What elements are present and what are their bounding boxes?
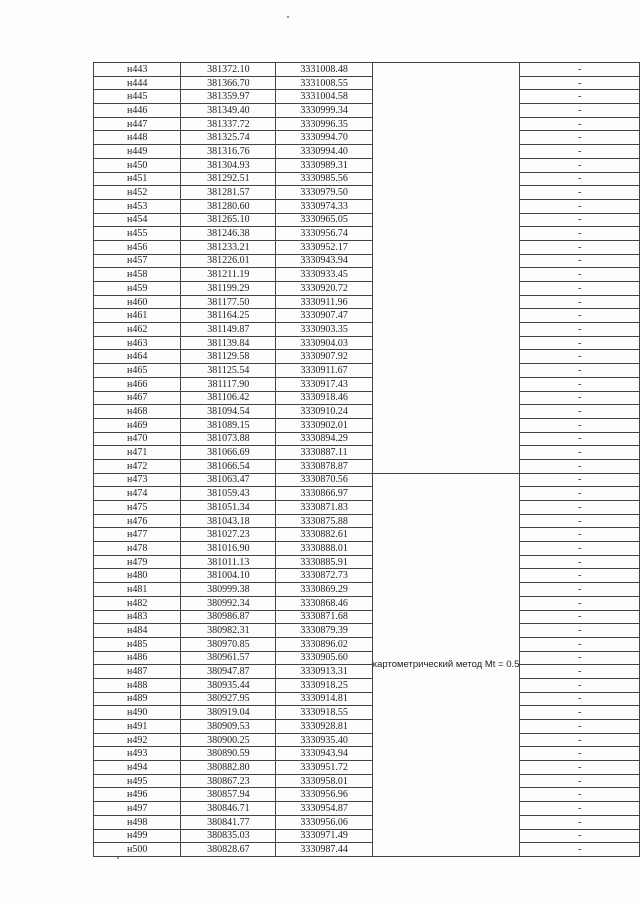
y-coordinate-cell: 3330888.01 [276, 542, 372, 556]
dash-cell: - [520, 774, 640, 788]
x-coordinate-cell: 381027.23 [181, 528, 276, 542]
table-row [94, 336, 640, 350]
dash-cell: - [520, 747, 640, 761]
y-coordinate-cell: 3330958.01 [276, 774, 372, 788]
x-coordinate-cell: 381059.43 [181, 487, 276, 501]
y-coordinate-cell: 3330928.81 [276, 720, 372, 734]
point-name-cell: н458 [94, 268, 181, 282]
x-coordinate-cell: 380835.03 [181, 829, 276, 843]
table-row [94, 282, 640, 296]
dash-cell: - [520, 843, 640, 857]
y-coordinate-cell: 3330979.50 [276, 186, 372, 200]
dash-cell: - [520, 829, 640, 843]
point-name-cell: н472 [94, 459, 181, 473]
x-coordinate-cell: 381139.84 [181, 336, 276, 350]
y-coordinate-cell: 3331008.55 [276, 76, 372, 90]
x-coordinate-cell: 381233.21 [181, 240, 276, 254]
point-name-cell: н466 [94, 377, 181, 391]
point-name-cell: н457 [94, 254, 181, 268]
x-coordinate-cell: 381211.19 [181, 268, 276, 282]
dash-cell: - [520, 213, 640, 227]
dash-cell: - [520, 651, 640, 665]
point-name-cell: н471 [94, 446, 181, 460]
x-coordinate-cell: 381073.88 [181, 432, 276, 446]
x-coordinate-cell: 380900.25 [181, 733, 276, 747]
table-row [94, 815, 640, 829]
dash-cell: - [520, 391, 640, 405]
dash-cell: - [520, 282, 640, 296]
point-name-cell: н493 [94, 747, 181, 761]
y-coordinate-cell: 3330996.35 [276, 117, 372, 131]
point-name-cell: н480 [94, 569, 181, 583]
table-row [94, 747, 640, 761]
table-row [94, 145, 640, 159]
x-coordinate-cell: 381125.54 [181, 364, 276, 378]
dash-cell: - [520, 104, 640, 118]
dash-cell: - [520, 583, 640, 597]
dash-cell: - [520, 501, 640, 515]
point-name-cell: н483 [94, 610, 181, 624]
point-name-cell: н447 [94, 117, 181, 131]
x-coordinate-cell: 381372.10 [181, 63, 276, 77]
y-coordinate-cell: 3330951.72 [276, 761, 372, 775]
point-name-cell: н494 [94, 761, 181, 775]
y-coordinate-cell: 3330902.01 [276, 418, 372, 432]
dash-cell: - [520, 555, 640, 569]
point-name-cell: н491 [94, 720, 181, 734]
table-row [94, 254, 640, 268]
point-name-cell: н460 [94, 295, 181, 309]
table-row [94, 446, 640, 460]
point-name-cell: н479 [94, 555, 181, 569]
y-coordinate-cell: 3330911.67 [276, 364, 372, 378]
point-name-cell: н451 [94, 172, 181, 186]
dash-cell: - [520, 90, 640, 104]
point-name-cell: н453 [94, 199, 181, 213]
x-coordinate-cell: 381177.50 [181, 295, 276, 309]
point-name-cell: н459 [94, 282, 181, 296]
table-row [94, 596, 640, 610]
y-coordinate-cell: 3330954.87 [276, 802, 372, 816]
dash-cell: - [520, 733, 640, 747]
point-name-cell: н498 [94, 815, 181, 829]
point-name-cell: н449 [94, 145, 181, 159]
dash-cell: - [520, 254, 640, 268]
y-coordinate-cell: 3330920.72 [276, 282, 372, 296]
table-row [94, 213, 640, 227]
y-coordinate-cell: 3330896.02 [276, 637, 372, 651]
point-name-cell: н464 [94, 350, 181, 364]
table-row [94, 240, 640, 254]
table-row [94, 569, 640, 583]
y-coordinate-cell: 3330952.17 [276, 240, 372, 254]
point-name-cell: н462 [94, 323, 181, 337]
x-coordinate-cell: 381281.57 [181, 186, 276, 200]
table-row [94, 555, 640, 569]
table-row [94, 665, 640, 679]
x-coordinate-cell: 381199.29 [181, 282, 276, 296]
y-coordinate-cell: 3330911.96 [276, 295, 372, 309]
scan-speck [287, 16, 289, 18]
table-row [94, 501, 640, 515]
dash-cell: - [520, 227, 640, 241]
y-coordinate-cell: 3330878.87 [276, 459, 372, 473]
table-row [94, 706, 640, 720]
dash-cell: - [520, 309, 640, 323]
y-coordinate-cell: 3330956.96 [276, 788, 372, 802]
x-coordinate-cell: 381359.97 [181, 90, 276, 104]
x-coordinate-cell: 380970.85 [181, 637, 276, 651]
table-row [94, 843, 640, 857]
table-row [94, 350, 640, 364]
point-name-cell: н452 [94, 186, 181, 200]
x-coordinate-cell: 380999.38 [181, 583, 276, 597]
x-coordinate-cell: 381265.10 [181, 213, 276, 227]
table-row [94, 692, 640, 706]
x-coordinate-cell: 381226.01 [181, 254, 276, 268]
dash-cell: - [520, 158, 640, 172]
x-coordinate-cell: 381063.47 [181, 473, 276, 487]
point-name-cell: н473 [94, 473, 181, 487]
x-coordinate-cell: 380882.80 [181, 761, 276, 775]
point-name-cell: н476 [94, 514, 181, 528]
y-coordinate-cell: 3330985.56 [276, 172, 372, 186]
x-coordinate-cell: 381129.58 [181, 350, 276, 364]
y-coordinate-cell: 3330885.91 [276, 555, 372, 569]
point-name-cell: н468 [94, 405, 181, 419]
y-coordinate-cell: 3330869.29 [276, 583, 372, 597]
point-name-cell: н500 [94, 843, 181, 857]
dash-cell: - [520, 186, 640, 200]
table-row [94, 117, 640, 131]
table-row [94, 295, 640, 309]
x-coordinate-cell: 380857.94 [181, 788, 276, 802]
y-coordinate-cell: 3330870.56 [276, 473, 372, 487]
x-coordinate-cell: 381117.90 [181, 377, 276, 391]
point-name-cell: н469 [94, 418, 181, 432]
x-coordinate-cell: 381325.74 [181, 131, 276, 145]
y-coordinate-cell: 3330907.92 [276, 350, 372, 364]
table-row [94, 104, 640, 118]
table-row [94, 158, 640, 172]
x-coordinate-cell: 381149.87 [181, 323, 276, 337]
table-row [94, 227, 640, 241]
y-coordinate-cell: 3330918.46 [276, 391, 372, 405]
x-coordinate-cell: 381280.60 [181, 199, 276, 213]
y-coordinate-cell: 3330918.55 [276, 706, 372, 720]
x-coordinate-cell: 380867.23 [181, 774, 276, 788]
x-coordinate-cell: 381043.18 [181, 514, 276, 528]
point-name-cell: н482 [94, 596, 181, 610]
x-coordinate-cell: 381366.70 [181, 76, 276, 90]
table-row [94, 323, 640, 337]
y-coordinate-cell: 3330974.33 [276, 199, 372, 213]
dash-cell: - [520, 268, 640, 282]
x-coordinate-cell: 380935.44 [181, 678, 276, 692]
point-name-cell: н486 [94, 651, 181, 665]
point-name-cell: н497 [94, 802, 181, 816]
dash-cell: - [520, 131, 640, 145]
table-row [94, 391, 640, 405]
x-coordinate-cell: 381089.15 [181, 418, 276, 432]
dash-cell: - [520, 446, 640, 460]
table-row [94, 637, 640, 651]
x-coordinate-cell: 380919.04 [181, 706, 276, 720]
x-coordinate-cell: 381304.93 [181, 158, 276, 172]
x-coordinate-cell: 380927.95 [181, 692, 276, 706]
x-coordinate-cell: 381051.34 [181, 501, 276, 515]
y-coordinate-cell: 3330871.83 [276, 501, 372, 515]
point-name-cell: н489 [94, 692, 181, 706]
dash-cell: - [520, 364, 640, 378]
x-coordinate-cell: 380992.34 [181, 596, 276, 610]
table-row [94, 131, 640, 145]
dash-cell: - [520, 610, 640, 624]
dash-cell: - [520, 624, 640, 638]
point-name-cell: н475 [94, 501, 181, 515]
dash-cell: - [520, 459, 640, 473]
x-coordinate-cell: 381016.90 [181, 542, 276, 556]
x-coordinate-cell: 381066.54 [181, 459, 276, 473]
scan-speck [117, 857, 119, 859]
dash-cell: - [520, 569, 640, 583]
point-name-cell: н487 [94, 665, 181, 679]
point-name-cell: н478 [94, 542, 181, 556]
y-coordinate-cell: 3330905.60 [276, 651, 372, 665]
dash-cell: - [520, 63, 640, 77]
dash-cell: - [520, 761, 640, 775]
x-coordinate-cell: 380890.59 [181, 747, 276, 761]
method-cell-empty [372, 63, 520, 474]
point-name-cell: н496 [94, 788, 181, 802]
dash-cell: - [520, 323, 640, 337]
point-name-cell: н454 [94, 213, 181, 227]
table-row [94, 774, 640, 788]
dash-cell: - [520, 788, 640, 802]
point-name-cell: н445 [94, 90, 181, 104]
y-coordinate-cell: 3330871.68 [276, 610, 372, 624]
x-coordinate-cell: 381349.40 [181, 104, 276, 118]
y-coordinate-cell: 3330956.74 [276, 227, 372, 241]
y-coordinate-cell: 3330918.25 [276, 678, 372, 692]
table-row [94, 583, 640, 597]
table-row [94, 459, 640, 473]
dash-cell: - [520, 350, 640, 364]
table-row [94, 487, 640, 501]
dash-cell: - [520, 405, 640, 419]
point-name-cell: н470 [94, 432, 181, 446]
x-coordinate-cell: 380961.57 [181, 651, 276, 665]
x-coordinate-cell: 381066.69 [181, 446, 276, 460]
table-row [94, 624, 640, 638]
point-name-cell: н474 [94, 487, 181, 501]
table-row [94, 651, 640, 665]
dash-cell: - [520, 199, 640, 213]
x-coordinate-cell: 381316.76 [181, 145, 276, 159]
point-name-cell: н448 [94, 131, 181, 145]
table-row [94, 186, 640, 200]
table-row [94, 418, 640, 432]
table-row [94, 473, 640, 487]
x-coordinate-cell: 381292.51 [181, 172, 276, 186]
dash-cell: - [520, 377, 640, 391]
table-row [94, 199, 640, 213]
y-coordinate-cell: 3330913.31 [276, 665, 372, 679]
dash-cell: - [520, 692, 640, 706]
y-coordinate-cell: 3330894.29 [276, 432, 372, 446]
dash-cell: - [520, 473, 640, 487]
table-row [94, 610, 640, 624]
y-coordinate-cell: 3330914.81 [276, 692, 372, 706]
dash-cell: - [520, 678, 640, 692]
table-row [94, 733, 640, 747]
point-name-cell: н485 [94, 637, 181, 651]
y-coordinate-cell: 3330917.43 [276, 377, 372, 391]
y-coordinate-cell: 3330887.11 [276, 446, 372, 460]
dash-cell: - [520, 172, 640, 186]
table-row [94, 377, 640, 391]
x-coordinate-cell: 380846.71 [181, 802, 276, 816]
point-name-cell: н477 [94, 528, 181, 542]
table-row [94, 802, 640, 816]
dash-cell: - [520, 815, 640, 829]
y-coordinate-cell: 3330999.34 [276, 104, 372, 118]
dash-cell: - [520, 542, 640, 556]
x-coordinate-cell: 381246.38 [181, 227, 276, 241]
x-coordinate-cell: 380828.67 [181, 843, 276, 857]
table-row [94, 720, 640, 734]
point-name-cell: н450 [94, 158, 181, 172]
y-coordinate-cell: 3330987.44 [276, 843, 372, 857]
y-coordinate-cell: 3330994.40 [276, 145, 372, 159]
point-name-cell: н484 [94, 624, 181, 638]
method-cell: картометрический метод Mt = 0.5 [372, 473, 520, 856]
y-coordinate-cell: 3330943.94 [276, 254, 372, 268]
dash-cell: - [520, 487, 640, 501]
point-name-cell: н456 [94, 240, 181, 254]
dash-cell: - [520, 596, 640, 610]
y-coordinate-cell: 3330903.35 [276, 323, 372, 337]
table-row [94, 76, 640, 90]
x-coordinate-cell: 380982.31 [181, 624, 276, 638]
y-coordinate-cell: 3330866.97 [276, 487, 372, 501]
point-name-cell: н492 [94, 733, 181, 747]
point-name-cell: н463 [94, 336, 181, 350]
y-coordinate-cell: 3331004.58 [276, 90, 372, 104]
y-coordinate-cell: 3330935.40 [276, 733, 372, 747]
y-coordinate-cell: 3330872.73 [276, 569, 372, 583]
x-coordinate-cell: 381106.42 [181, 391, 276, 405]
dash-cell: - [520, 637, 640, 651]
table-row [94, 172, 640, 186]
coordinates-table [93, 62, 640, 857]
y-coordinate-cell: 3330879.39 [276, 624, 372, 638]
x-coordinate-cell: 380909.53 [181, 720, 276, 734]
point-name-cell: н455 [94, 227, 181, 241]
table-row [94, 761, 640, 775]
x-coordinate-cell: 381094.54 [181, 405, 276, 419]
y-coordinate-cell: 3330907.47 [276, 309, 372, 323]
dash-cell: - [520, 418, 640, 432]
y-coordinate-cell: 3330956.06 [276, 815, 372, 829]
table-row [94, 678, 640, 692]
table-row [94, 788, 640, 802]
dash-cell: - [520, 665, 640, 679]
table-row [94, 309, 640, 323]
y-coordinate-cell: 3330971.49 [276, 829, 372, 843]
table-row [94, 542, 640, 556]
dash-cell: - [520, 432, 640, 446]
x-coordinate-cell: 380841.77 [181, 815, 276, 829]
y-coordinate-cell: 3330882.61 [276, 528, 372, 542]
point-name-cell: н444 [94, 76, 181, 90]
y-coordinate-cell: 3330943.94 [276, 747, 372, 761]
dash-cell: - [520, 802, 640, 816]
point-name-cell: н499 [94, 829, 181, 843]
y-coordinate-cell: 3330868.46 [276, 596, 372, 610]
table-row [94, 405, 640, 419]
dash-cell: - [520, 145, 640, 159]
point-name-cell: н465 [94, 364, 181, 378]
y-coordinate-cell: 3330904.03 [276, 336, 372, 350]
point-name-cell: н490 [94, 706, 181, 720]
table-row [94, 63, 640, 77]
point-name-cell: н446 [94, 104, 181, 118]
point-name-cell: н495 [94, 774, 181, 788]
table-row [94, 90, 640, 104]
table-row [94, 268, 640, 282]
y-coordinate-cell: 3330875.88 [276, 514, 372, 528]
y-coordinate-cell: 3330933.45 [276, 268, 372, 282]
dash-cell: - [520, 76, 640, 90]
point-name-cell: н481 [94, 583, 181, 597]
x-coordinate-cell: 381011.13 [181, 555, 276, 569]
dash-cell: - [520, 117, 640, 131]
y-coordinate-cell: 3330989.31 [276, 158, 372, 172]
dash-cell: - [520, 528, 640, 542]
y-coordinate-cell: 3330965.05 [276, 213, 372, 227]
y-coordinate-cell: 3331008.48 [276, 63, 372, 77]
x-coordinate-cell: 381164.25 [181, 309, 276, 323]
y-coordinate-cell: 3330910.24 [276, 405, 372, 419]
point-name-cell: н488 [94, 678, 181, 692]
point-name-cell: н467 [94, 391, 181, 405]
x-coordinate-cell: 380947.87 [181, 665, 276, 679]
point-name-cell: н443 [94, 63, 181, 77]
x-coordinate-cell: 380986.87 [181, 610, 276, 624]
dash-cell: - [520, 240, 640, 254]
x-coordinate-cell: 381337.72 [181, 117, 276, 131]
table-row [94, 432, 640, 446]
dash-cell: - [520, 514, 640, 528]
y-coordinate-cell: 3330994.70 [276, 131, 372, 145]
table-row [94, 829, 640, 843]
dash-cell: - [520, 706, 640, 720]
dash-cell: - [520, 720, 640, 734]
table-row [94, 514, 640, 528]
dash-cell: - [520, 336, 640, 350]
x-coordinate-cell: 381004.10 [181, 569, 276, 583]
dash-cell: - [520, 295, 640, 309]
point-name-cell: н461 [94, 309, 181, 323]
table-row [94, 528, 640, 542]
table-row [94, 364, 640, 378]
